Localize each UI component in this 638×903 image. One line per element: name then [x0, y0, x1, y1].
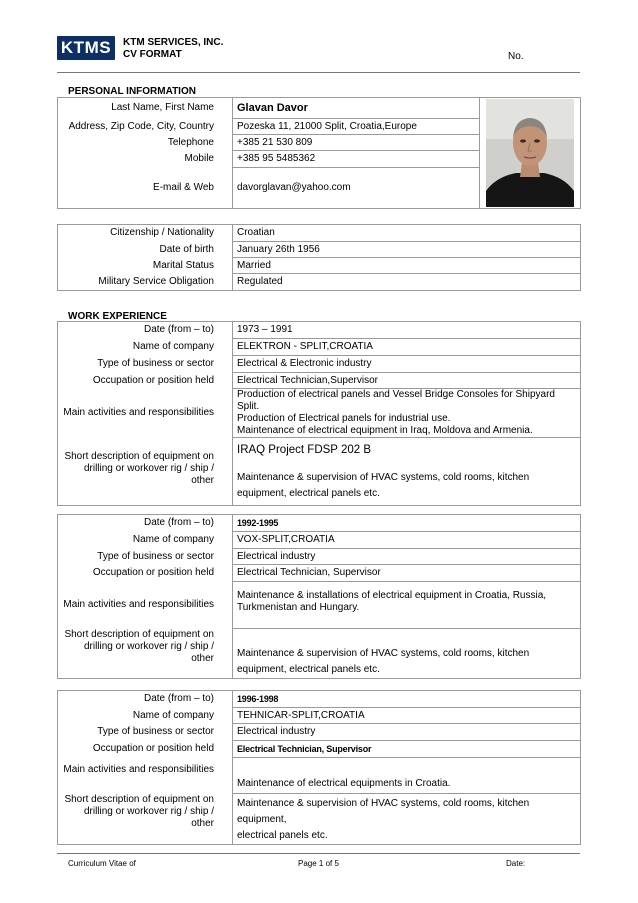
footer-page-number: Page 1 of 5 — [298, 859, 339, 868]
activities-label: Main activities and responsibilities — [58, 582, 233, 629]
activities-line: Production of electrical panels and Vessel Bridge Consoles for Shipyard Split. — [237, 389, 555, 412]
job-activities: Maintenance of electrical equipments in Croatia. — [233, 758, 581, 794]
job-equipment — [233, 438, 581, 506]
activities-line: Maintenance & installations of electrical equipment in Croatia, Russia, — [237, 590, 547, 601]
job-occupation: Electrical Technician, Supervisor — [233, 565, 581, 582]
equipment-line: Maintenance & supervision of HVAC systems, cold rooms, kitchen equipment, — [237, 797, 530, 825]
job-occupation: Electrical Technician,Supervisor — [233, 373, 581, 389]
job-table-2 — [57, 514, 581, 679]
footer-divider — [57, 853, 580, 854]
business-label: Type of business or sector — [58, 356, 233, 373]
footer-cv-of: Curriculum Vitae of — [68, 859, 136, 868]
email-label: E-mail & Web — [58, 168, 233, 209]
email-value: davorglavan@yahoo.com — [233, 168, 480, 209]
equipment-line: Maintenance & supervision of HVAC systems, cold rooms, kitchen — [237, 472, 530, 483]
company-label: Name of company — [58, 532, 233, 549]
job-company: TEHNICAR-SPLIT,CROATIA — [233, 708, 581, 724]
business-label: Type of business or sector — [58, 724, 233, 741]
job-date: 1996-1998 — [233, 691, 581, 708]
job-table-3 — [57, 690, 581, 845]
equipment-label — [58, 438, 233, 506]
job-company: VOX-SPLIT,CROATIA — [233, 532, 581, 549]
job-date: 1992-1995 — [233, 515, 581, 532]
date-label: Date (from – to) — [58, 515, 233, 532]
company-label: Name of company — [58, 708, 233, 724]
equipment-line: Maintenance & supervision of HVAC systems, cold rooms, kitchen — [237, 648, 530, 659]
activities-label: Main activities and responsibilities — [58, 758, 233, 794]
occupation-label: Occupation or position held — [58, 741, 233, 758]
address-value: Pozeska 11, 21000 Split, Croatia,Europe — [233, 119, 480, 135]
job-occupation: Electrical Technician, Supervisor — [233, 741, 581, 758]
job-business: Electrical & Electronic industry — [233, 356, 581, 373]
equipment-line: electrical panels etc. — [237, 829, 328, 841]
job-table-1 — [57, 321, 581, 506]
address-label: Address, Zip Code, City, Country — [58, 119, 233, 135]
name-value: Glavan Davor — [233, 98, 480, 119]
citizenship-table — [57, 224, 581, 291]
job-equipment — [233, 629, 581, 679]
military-label: Military Service Obligation — [58, 274, 233, 291]
telephone-value: +385 21 530 809 — [233, 135, 480, 151]
business-label: Type of business or sector — [58, 549, 233, 565]
mobile-label: Mobile — [58, 151, 233, 168]
equipment-line: equipment, electrical panels etc. — [237, 488, 380, 499]
work-section-title: WORK EXPERIENCE — [68, 311, 167, 322]
job-date: 1973 – 1991 — [233, 322, 581, 339]
equipment-label-line: drilling or workover rig / ship / other — [83, 463, 214, 486]
personal-section-title: PERSONAL INFORMATION — [68, 86, 196, 97]
job-company: ELEKTRON - SPLIT,CROATIA — [233, 339, 581, 356]
footer-date-label: Date: — [506, 859, 526, 868]
company-logo: KTMS — [57, 36, 115, 60]
activities-line: Turkmenistan and Hungary. — [237, 602, 360, 613]
activities-line: Production of Electrical panels for industrial use. — [237, 413, 451, 424]
company-label: Name of company — [58, 339, 233, 356]
job-activities — [233, 582, 581, 629]
dob-value: January 26th 1956 — [233, 242, 581, 258]
document-number-label: No. — [508, 51, 524, 62]
occupation-label: Occupation or position held — [58, 565, 233, 582]
date-label: Date (from – to) — [58, 691, 233, 708]
portrait-photo — [486, 99, 574, 207]
occupation-label: Occupation or position held — [58, 373, 233, 389]
citizenship-value: Croatian — [233, 225, 581, 242]
date-label: Date (from – to) — [58, 322, 233, 339]
mobile-value: +385 95 5485362 — [233, 151, 480, 168]
activities-line: Maintenance of electrical equipment in Iraq, Moldova and Armenia. — [237, 425, 533, 436]
marital-value: Married — [233, 258, 581, 274]
photo-cell — [480, 98, 581, 209]
equipment-label-line: drilling or workover rig / ship / other — [83, 805, 214, 829]
job-equipment — [233, 794, 581, 845]
military-value: Regulated — [233, 274, 581, 291]
equipment-label-line: Short description of equipment on — [64, 793, 214, 805]
company-name: KTM SERVICES, INC. — [123, 37, 224, 48]
equipment-label-line: Short description of equipment on — [64, 451, 214, 462]
citizenship-label: Citizenship / Nationality — [58, 225, 233, 242]
equipment-label-line: Short description of equipment on — [64, 629, 214, 640]
equipment-label — [58, 794, 233, 845]
marital-label: Marital Status — [58, 258, 233, 274]
job-business: Electrical industry — [233, 724, 581, 741]
equipment-line: equipment, electrical panels etc. — [237, 664, 380, 675]
document-format: CV FORMAT — [123, 49, 182, 60]
telephone-label: Telephone — [58, 135, 233, 151]
project-name: IRAQ Project FDSP 202 B — [237, 444, 372, 456]
job-activities — [233, 389, 581, 438]
personal-info-table — [57, 97, 581, 209]
dob-label: Date of birth — [58, 242, 233, 258]
name-label: Last Name, First Name — [58, 98, 233, 119]
equipment-label-line: drilling or workover rig / ship / other — [83, 641, 214, 664]
company-header — [123, 37, 223, 61]
equipment-label — [58, 629, 233, 679]
activities-label: Main activities and responsibilities — [58, 389, 233, 438]
job-business: Electrical industry — [233, 549, 581, 565]
header-divider — [57, 72, 580, 73]
